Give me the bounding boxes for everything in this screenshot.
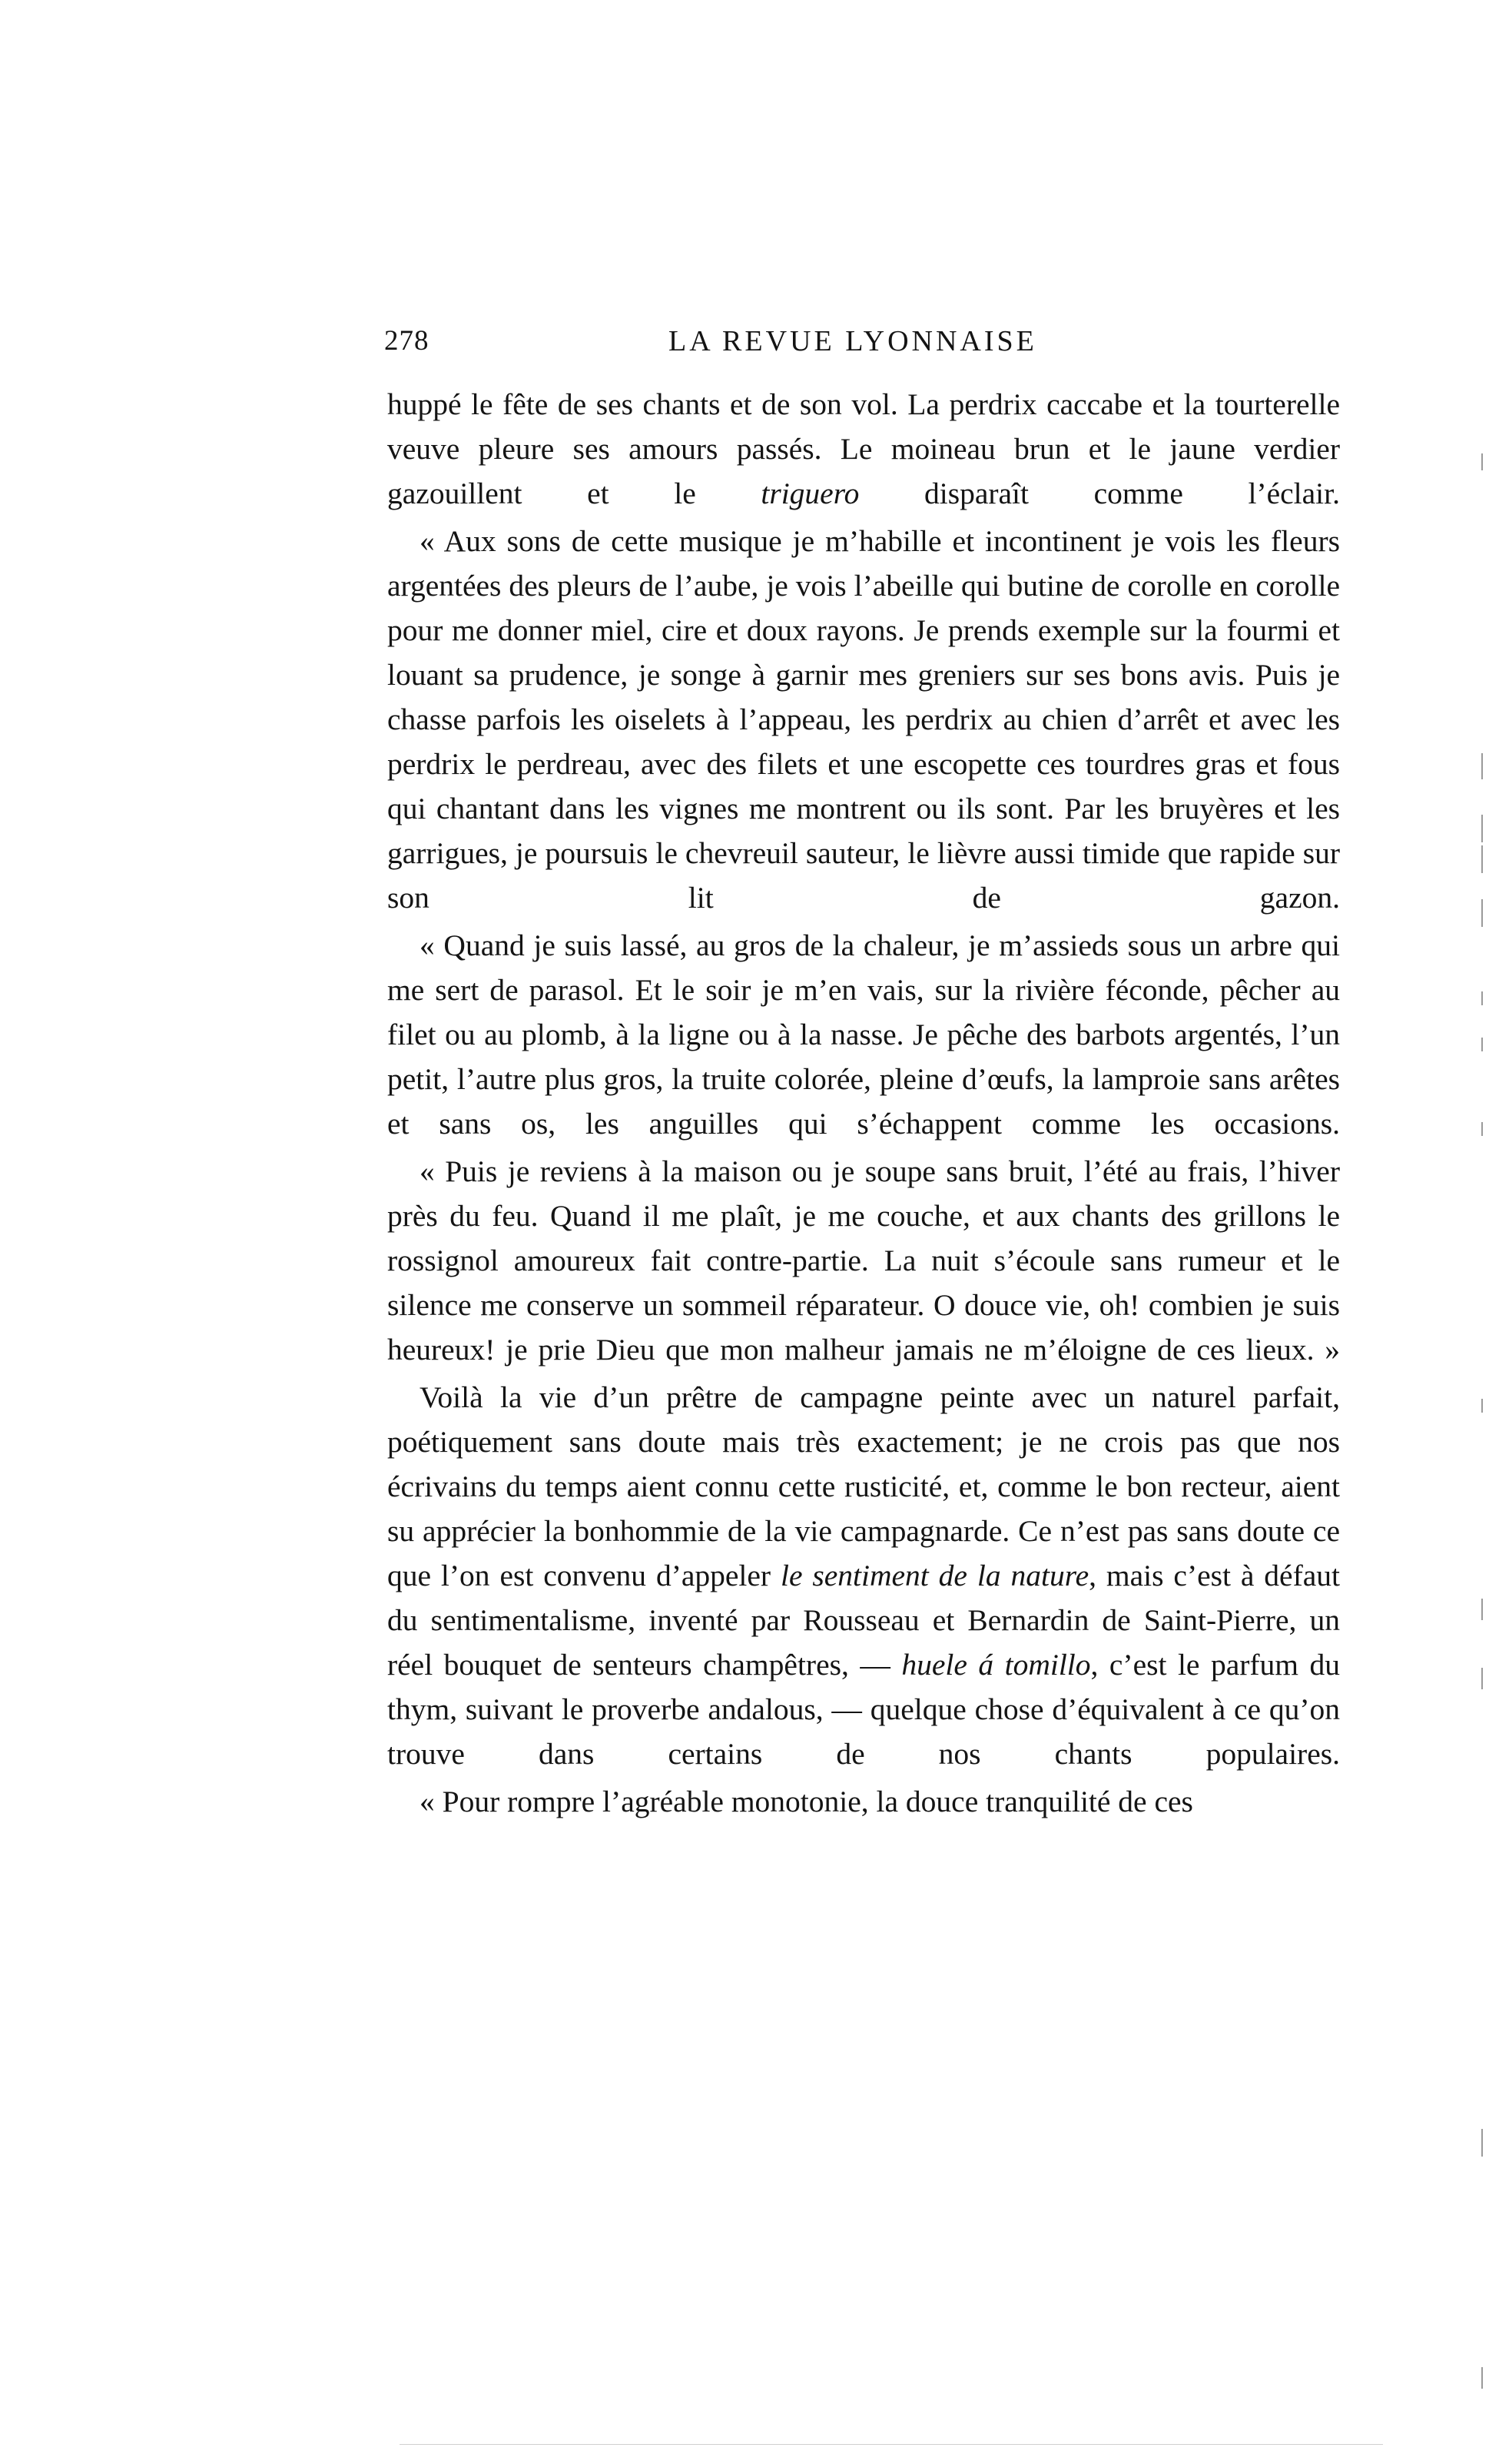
margin-mark — [1481, 1668, 1483, 1689]
margin-mark — [1481, 1399, 1483, 1413]
page-edge-rule — [400, 2444, 1383, 2445]
italic-text: triguero — [761, 477, 860, 510]
running-title: LA REVUE LYONNAISE — [668, 325, 1037, 357]
italic-text: le sentiment de la nature — [780, 1559, 1089, 1592]
margin-mark — [1481, 753, 1483, 779]
text-run: « Quand je suis lassé, au gros de la chaleur, je m’assieds sous un arbre qui me sert de parasol. Et le soir je m’en vais, sur la rivière féconde, pêcher au filet ou au plomb, à la ligne ou à la nasse. Je pêche des barbots argentés, l’un petit, l’autre plus gros, la truite colorée, pleine d’œufs, la lamproie sans arêtes et sans os, les anguilles qui s’échappent comme les occasions. — [387, 928, 1340, 1141]
margin-mark — [1481, 845, 1483, 873]
margin-mark — [1481, 899, 1483, 927]
text-run: disparaît comme l’éclair. — [859, 477, 1340, 510]
text-run: huppé le fête de ses chants et de son vol. La perdrix caccabe et la tourterelle veuve pleure ses amours passés. Le moineau brun et le jaune verdier gazouillent et le — [387, 387, 1340, 510]
text-run: , mais c’est à défaut du sentimentalisme, inventé par Rousseau et Bernardin de Saint-Pierre, un réel bouquet de senteurs champêtres, — — [387, 1559, 1341, 1682]
paragraph — [387, 382, 1340, 516]
paragraph — [387, 519, 1340, 920]
margin-mark — [1481, 2129, 1483, 2157]
margin-mark — [1481, 1038, 1483, 1051]
text-run: Voilà la vie d’un prêtre de campagne peinte avec un naturel parfait, poétiquement sans doute mais très exactement; je ne crois pas que nos écrivains du temps aient connu cette rusticité, et, comme le bon recteur, aient su apprécier la bonhommie de la vie campagnarde. Ce n’est pas sans doute ce que l’on est convenu d’appeler — [387, 1380, 1340, 1592]
body-text — [387, 382, 1340, 1824]
text-run: « Puis je reviens à la maison ou je soupe sans bruit, l’été au frais, l’hiver près du feu. Quand il me plaît, je me couche, et aux chants des grillons le rossignol amoureux fait contre-partie. La nuit s’écoule sans rumeur et le silence me conserve un sommeil réparateur. O douce vie, oh! combien je suis heureux! je prie Dieu que mon malheur jamais ne m’éloigne de ces lieux. » — [387, 1154, 1340, 1366]
margin-mark — [1481, 991, 1483, 1005]
margin-mark — [1481, 2367, 1483, 2389]
text-run: « Pour rompre l’agréable monotonie, la douce tranquilité de ces — [420, 1785, 1193, 1818]
text-run: , c’est le parfum du thym, suivant le proverbe andalous, — quelque chose d’équivalent à ce qu’on trouve dans certains de nos chants populaires. — [387, 1648, 1340, 1771]
paragraph — [387, 1779, 1340, 1824]
paragraph — [387, 1375, 1340, 1776]
italic-text: huele á tomillo — [901, 1648, 1091, 1682]
paragraph — [387, 923, 1340, 1146]
paragraph — [387, 1149, 1340, 1372]
text-run: « Aux sons de cette musique je m’habille et incontinent je vois les fleurs argentées des pleurs de l’aube, je vois l’abeille qui butine de corolle en corolle pour me donner miel, cire et doux rayons. Je prends exemple sur la fourmi et louant sa prudence, je songe à garnir mes greniers sur ses bons avis. Puis je chasse parfois les oiselets à l’appeau, les perdrix au chien d’arrêt et avec les perdrix le perdreau, avec des filets et une escopette ces tourdres gras et fous qui chantant dans les vignes me montrent ou ils sont. Par les bruyères et les garrigues, je poursuis le chevreuil sauteur, le lièvre aussi timide que rapide sur son lit de gazon. — [387, 524, 1340, 915]
margin-mark — [1481, 1599, 1483, 1620]
margin-mark — [1481, 1122, 1483, 1136]
page-header — [384, 324, 1337, 370]
margin-mark — [1481, 453, 1483, 470]
page-number: 278 — [384, 325, 429, 357]
margin-mark — [1481, 815, 1483, 842]
